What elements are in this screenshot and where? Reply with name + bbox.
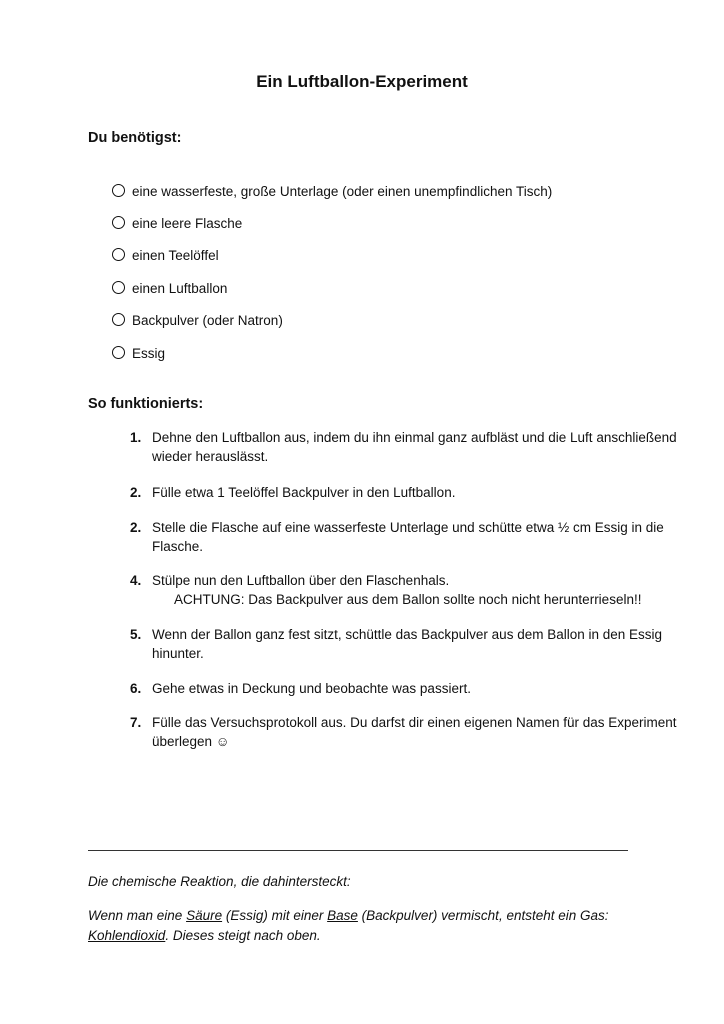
step-warning: ACHTUNG: Das Backpulver aus dem Ballon sollte noch nicht herunterrieseln!! xyxy=(174,592,642,607)
step-text: Fülle das Versuchsprotokoll aus. Du darfst dir einen eigenen Namen für das Experiment überlegen ☺ xyxy=(152,715,677,749)
step-number: 5. xyxy=(130,627,142,642)
material-label: eine leere Flasche xyxy=(132,216,243,232)
step-item xyxy=(130,518,690,556)
reaction-text: (Essig) mit einer xyxy=(222,908,328,923)
checkbox-circle-icon[interactable] xyxy=(112,248,125,261)
step-number: 6. xyxy=(130,681,142,696)
reaction-text: Wenn man eine xyxy=(88,908,187,923)
step-number: 1. xyxy=(130,430,142,445)
materials-list xyxy=(112,175,552,369)
step-text: Stelle die Flasche auf eine wasserfeste Unterlage und schütte etwa ½ cm Essig in die Flasche. xyxy=(152,520,664,554)
material-item xyxy=(112,337,552,369)
material-item xyxy=(112,305,552,337)
checkbox-circle-icon[interactable] xyxy=(112,281,125,294)
material-label: einen Luftballon xyxy=(132,280,228,296)
material-item xyxy=(112,207,552,239)
material-label: Backpulver (oder Natron) xyxy=(132,313,283,329)
material-label: Essig xyxy=(132,345,166,361)
step-item xyxy=(130,713,690,751)
step-text: Dehne den Luftballon aus, indem du ihn einmal ganz aufbläst und die Luft anschließend wieder herauslässt. xyxy=(152,430,677,464)
material-label: einen Teelöffel xyxy=(132,248,219,264)
divider-line xyxy=(88,850,628,851)
step-number: 7. xyxy=(130,715,142,730)
reaction-text: . Dieses steigt nach oben. xyxy=(165,928,321,943)
material-item xyxy=(112,175,552,207)
step-text: Wenn der Ballon ganz fest sitzt, schüttle das Backpulver aus dem Ballon in den Essig hinunter. xyxy=(152,627,663,661)
checkbox-circle-icon[interactable] xyxy=(112,216,125,229)
checkbox-circle-icon[interactable] xyxy=(112,184,125,197)
step-number: 2. xyxy=(130,485,142,500)
step-item xyxy=(130,428,690,466)
reaction-text: (Backpulver) vermischt, entsteht ein Gas: xyxy=(357,908,609,923)
step-item xyxy=(130,679,690,698)
step-item xyxy=(130,571,690,609)
checkbox-circle-icon[interactable] xyxy=(112,313,125,326)
material-item xyxy=(112,240,552,272)
materials-heading: Du benötigst: xyxy=(88,130,182,146)
base-term: Base xyxy=(327,908,358,923)
acid-term: Säure xyxy=(186,908,223,923)
page-title: Ein Luftballon-Experiment xyxy=(256,72,468,91)
reaction-explanation xyxy=(88,906,648,946)
step-text: Stülpe nun den Luftballon über den Flaschenhals. xyxy=(152,573,450,588)
step-number: 2. xyxy=(130,520,142,535)
step-item xyxy=(130,625,690,663)
step-text: Fülle etwa 1 Teelöffel Backpulver in den Luftballon. xyxy=(152,485,456,500)
material-item xyxy=(112,272,552,304)
checkbox-circle-icon[interactable] xyxy=(112,346,125,359)
step-item xyxy=(130,483,690,502)
gas-term: Kohlendioxid xyxy=(88,928,166,943)
reaction-heading: Die chemische Reaktion, die dahintersteckt: xyxy=(88,874,351,889)
steps-heading: So funktionierts: xyxy=(88,396,204,412)
material-label: eine wasserfeste, große Unterlage (oder einen unempfindlichen Tisch) xyxy=(132,183,553,199)
step-text: Gehe etwas in Deckung und beobachte was passiert. xyxy=(152,681,471,696)
step-number: 4. xyxy=(130,573,142,588)
